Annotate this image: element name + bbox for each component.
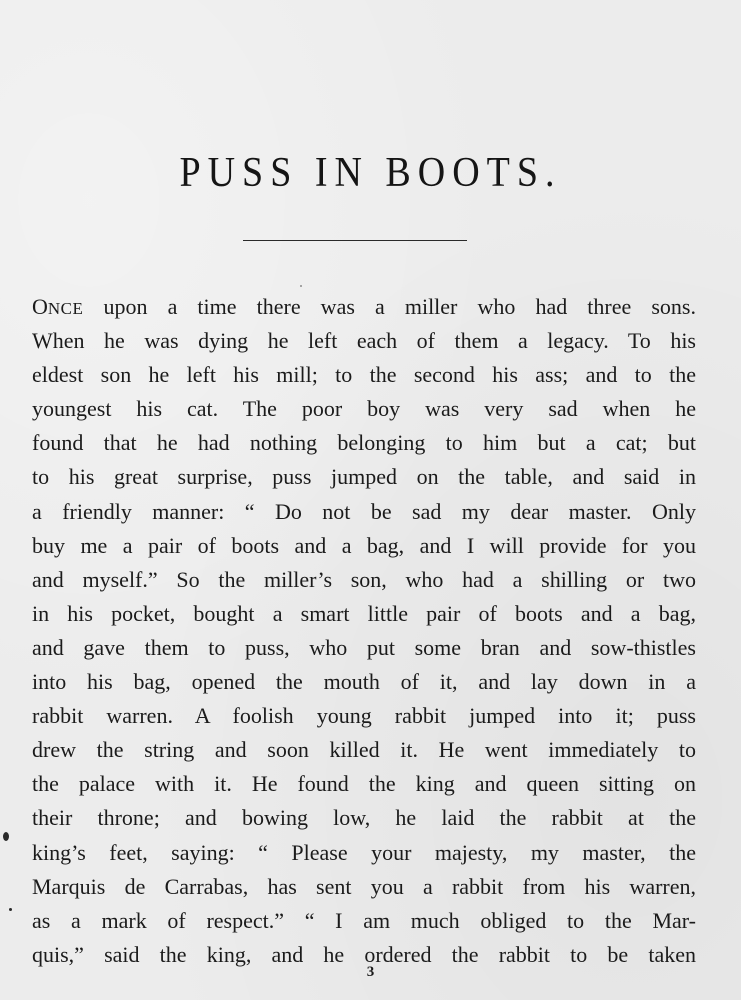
text-line: drew the string and soon killed it. He went immediately to (32, 737, 696, 763)
text-line: the palace with it. He found the king and queen sitting on (32, 771, 696, 797)
text-line: buy me a pair of boots and a bag, and I will provide for you (32, 532, 696, 558)
text-line: their throne; and bowing low, he laid the rabbit at the (32, 805, 696, 831)
text-line: Marquis de Carrabas, has sent you a rabbit from his warren, (32, 873, 696, 899)
text-line: and gave them to puss, who put some bran and sow-thistles (32, 634, 696, 660)
page-number: 3 (366, 964, 375, 980)
text-line: quis,” said the king, and he ordered the rabbit to be taken (32, 941, 696, 967)
ink-speck (300, 285, 302, 287)
text-line: as a mark of respect.” “ I am much obliged to the Mar- (32, 907, 696, 933)
text-line: king’s feet, saying: “ Please your majesty, my master, the (32, 839, 696, 865)
text-line: When he was dying he left each of them a legacy. To his (32, 328, 696, 354)
ink-speck (9, 908, 12, 911)
text-line: and myself.” So the miller’s son, who had a shilling or two (32, 566, 696, 592)
text-line: in his pocket, bought a smart little pair of boots and a bag, (32, 600, 696, 626)
chapter-title: PUSS IN BOOTS. (179, 149, 562, 197)
text-line: a friendly manner: “ Do not be sad my dear master. Only (32, 498, 696, 524)
text-line: ONCE upon a time there was a miller who had three sons. (32, 294, 696, 319)
text-line: found that he had nothing belonging to him but a cat; but (32, 430, 696, 456)
title-divider (243, 240, 467, 241)
text-line: eldest son he left his mill; to the second his ass; and to the (32, 362, 696, 388)
text-line: to his great surprise, puss jumped on the table, and said in (32, 464, 696, 490)
text-line: rabbit warren. A foolish young rabbit jumped into it; puss (32, 703, 696, 729)
text-line: into his bag, opened the mouth of it, and lay down in a (32, 669, 696, 695)
story-text (32, 290, 696, 972)
text-line: youngest his cat. The poor boy was very sad when he (32, 396, 696, 422)
ink-speck (3, 832, 9, 841)
